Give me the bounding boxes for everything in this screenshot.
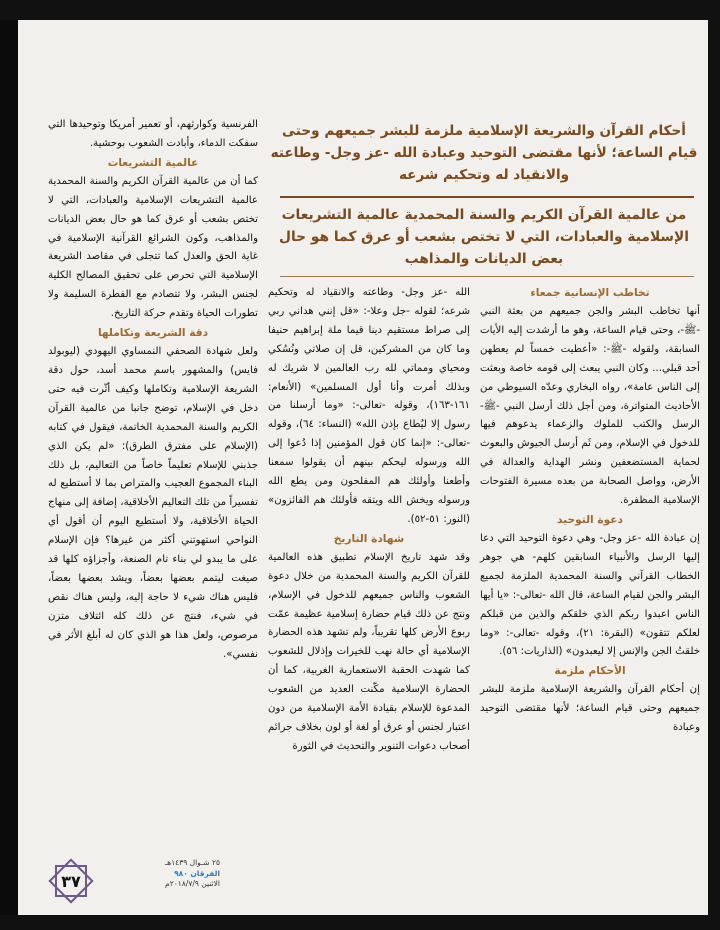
paragraph: الفرنسية وكوارثهم، أو تعمير أمريكا وتوحيدها التي سفكت الدماء، وأبادت الشعوب بوحشية. xyxy=(48,119,258,149)
column-left xyxy=(48,116,258,664)
headline-primary: أحكام القرآن والشريعة الإسلامية ملزمة للبشر جميعهم وحتى قيام الساعة؛ لأنها مقتضى التوحيد وعبادة الله -عز وجل- وطاعته والانقياد له وتحكيم شرعه xyxy=(270,123,698,183)
subheading-sharia-precision: دقة الشريعة وتكاملها xyxy=(97,327,209,340)
paragraph: أنها تخاطب البشر والجن جميعهم من بعثة النبي -ﷺ-، وحتى قيام الساعة، وهو ما أرشدت إليه الأيات السابقة، ولقوله -ﷺ-: «أعطيت خمساً لم يعطهن أحد قبلي... وكان النبي يبعث إلى قومه خاصة وبعثت إلى الناس عامة»، رواه البخاري وعدّه السيوطي من الأحاديث المتواترة، ومن أجل ذلك أرسل النبي -ﷺ- الرسل والكتب للملوك والزعماء يدعوهم فيها للدخول في الإسلام، ومن ثَم أرسل الجيوش والبعوث لحماية المستضعفين ونشر الهداية والعدالة في الأرض، وواصل الصحابة من بعده مسيرة الفتوحات الإسلامية المظفرة. xyxy=(480,306,700,507)
footer-date-gregorian: الاثنين ٢٠١٨/٧/٩م xyxy=(165,879,220,888)
subheading-history-testimony: شهادة التاريخ xyxy=(333,532,405,545)
magazine-page xyxy=(18,20,708,915)
paragraph: الله -عز وجل- وطاعته والانقياد له وتحكيم شرعه؛ لقوله -جل وعلا-: «قل إنني هداني ربي إلى صراط مستقيم دينا قيما ملة إبراهيم حنيفا وما كان من المشركين، قل إن صلاتي ونُسُكي ومحياي ومماتي لله رب العالمين لا شريك له وبذلك أمرت وأنا أول المسلمين» (الأنعام: ١٦١-١٦٣)، وقوله -تعالى-: «وما أرسلنا من رسول إلا ليُطاع بإذن الله» (النساء: ٦٤)، وقوله -تعالى-: «إنما كان قول المؤمنين إذا دُعوا إلى الله ورسوله ليحكم بينهم أن يقولوا سمعنا وأطعنا وأولئك هم المفلحون ومن يطع الله ورسوله ويخش الله ويتقه فأولئك هم الفائزون» (النور: ٥١-٥٢). xyxy=(268,287,471,525)
page-number: ٣٧ xyxy=(61,872,81,891)
headline-divider xyxy=(280,196,694,198)
headline-bottom-rule xyxy=(280,276,694,277)
paragraph: وقد شهد تاريخ الإسلام تطبيق هذه العالمية للقرآن الكريم والسنة المحمدية من خلال دعوة الشعوب والناس جميعهم للدخول في الإسلام، ونتج عن ذلك قيام حضارة إسلامية عظيمة عمّت ربوع الأرض كلها تقريباً، ولم تشهد هذه الحضارة الإسلامية أي حالة نهب للخيرات وإذلال للشعوب كما شهدت الحقبة الاستعمارية الغربية، كما أن الحضارة الإسلامية مكّنت العديد من الشعوب المدعوة للإسلام بقيادة الأمة الإسلامية من دون اعتبار لجنس أو عرق أو لغة أو لون بخلاف جرائم أصحاب دعوات التنوير والتحديث في الثورة xyxy=(268,551,470,752)
column-middle xyxy=(268,284,470,757)
footer-info xyxy=(100,858,220,890)
column-right xyxy=(480,284,700,738)
subheading-universal-address: تخاطب الإنسانية جمعاء xyxy=(530,287,650,299)
headline-secondary: من عالمية القرآن الكريم والسنة المحمدية عالمية التشريعات الإسلامية والعبادات، التي لا تختص بشعب أو عرق كما هو حال بعض الديانات والمذاهب xyxy=(279,207,689,267)
subheading-binding-rulings: الأحكام ملزمة xyxy=(554,665,626,678)
paragraph: إن أحكام القرآن والشريعة الإسلامية ملزمة للبشر جميعهم وحتى قيام الساعة؛ لأنها مقتضى التوحيد وعبادة xyxy=(480,684,700,734)
page-number-emblem xyxy=(46,856,96,906)
footer-date-hijri: ٢٥ شـوال ١٤٣٩هـ xyxy=(164,858,220,867)
magazine-brand: الفرقان ٩٨٠ xyxy=(174,868,220,878)
paragraph: إن عبادة الله -عز وجل- وهي دعوة التوحيد التي دعا إليها الرسل والأنبياء السابقين كلهم- هي جوهر الخطاب القرآني والسنة المحمدية الملزمة لجميع البشر والجن لقيام الساعة، قال الله -تعالى-: «يا أيها الناس اعبدوا ربكم الذي خلقكم والذين من قبلكم لعلكم تتقون» (البقرة: ٢١)، وقوله -تعالى-: «وما خلقتُ الجن والإنس إلا ليعبدون» (الذاريات: ٥٦). xyxy=(480,532,700,658)
subheading-universal-legislation: عالمية التشريعات xyxy=(107,156,199,169)
subheading-tawheed: دعوة التوحيد xyxy=(557,513,623,526)
paragraph: كما أن من عالمية القرآن الكريم والسنة المحمدية عالمية التشريعات الإسلامية والعبادات، التي لا تختص بشعب أو عرق كما هو حال بعض الديانات والمذاهب، وكون الشرائع القرآنية الإسلامية في غاية الحق والعدل كما تتجلى في مقاصد الشريعة الإسلامية التي تحرص على تحقيق المصالح الكلية لجنس البشر، ولا تتصادم مع الفطرة السليمة ولا تطورات الحياة وتقدم حركة التاريخ. xyxy=(48,175,258,320)
paragraph: ولعل شهادة الصحفي النمساوي اليهودي (ليوبولد فايس) والمشهور باسم محمد أسد، حول دقة الشريعة الإسلامية وتكاملها وكيف أثّرت فيه حتى دخل في الإسلام، توضح جانبا من عالمية القرآن الكريم والسنة المحمدية الخاتمة، فيقول في كتابه (الإسلام على مفترق الطرق): «لم يكن الذي جذبني للإسلام تعليماً خاصاً من التعاليم، بل ذلك البناء المجموع العجيب والمتراص بما لا أستطيع له تفسيراً من تلك التعاليم الأخلاقية، إضافة إلى منهاج الحياة الأخلاقية، ولا أستطيع اليوم أن أقول أي النواحي استهوتني أكثر من غيرها؟ فإن الإسلام على ما يبدو لي بناء تام الصنعة، وأجزاؤه كلها قد صيغت ليتمم بعضها بعضاً، ويشد بعضها بعضاً، فليس هناك شيء لا حاجة إليه، وليس هناك نقص في شيء، فنتج عن ذلك كله ائتلاف متزن مرصوص، ولعل هذا هو الذي كان له أبلغ الأثر في نفسي». xyxy=(48,346,258,660)
scan-border xyxy=(0,20,18,915)
